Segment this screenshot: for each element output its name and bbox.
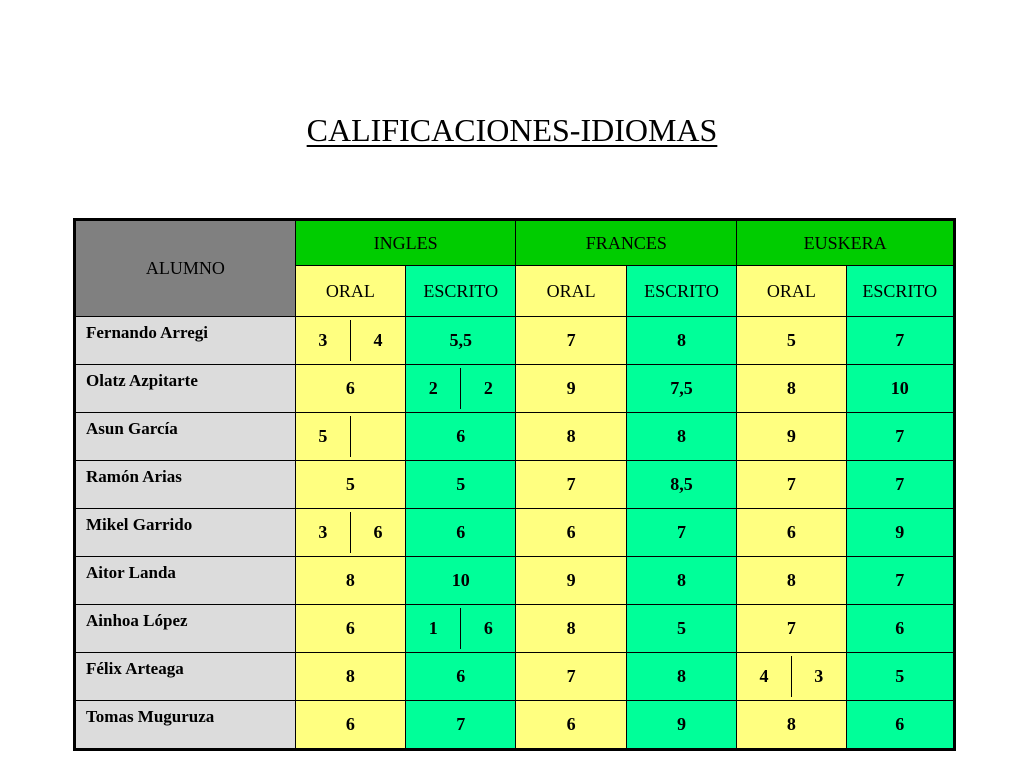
grade-value: 10 [890,378,909,398]
grade-value: 8 [676,570,686,590]
page-title: CALIFICACIONES-IDIOMAS [306,112,718,148]
subheader-ingles-escrito: ESCRITO [406,266,516,317]
grade-value: 8 [676,330,686,350]
grade-cell [626,509,736,557]
grade-value: 7,5 [670,378,693,398]
grade-value: 6 [566,714,576,734]
grade-value: 5 [345,474,355,494]
grade-value: 9 [566,570,576,590]
grade-cell [846,365,954,413]
grade-value: 8 [786,570,796,590]
grade-cell [626,605,736,653]
grade-value: 5 [895,666,905,686]
grade-value: 7 [456,714,466,734]
grade-value: 8 [566,426,576,446]
grade-value: 7 [676,522,686,542]
grade-value: 7 [566,474,576,494]
table-row [75,605,955,653]
grade-cell [626,365,736,413]
grade-value: 8,5 [670,474,693,494]
grade-cell [846,461,954,509]
grade-cell [846,605,954,653]
grade-cell [626,413,736,461]
grade-cell [737,461,846,509]
grade-cell [406,365,516,413]
grade-value: 8 [345,666,355,686]
subheader-ingles-oral: ORAL [295,266,405,317]
grade-value: 3 [296,512,351,553]
subheader-frances-oral: ORAL [516,266,626,317]
grade-value: 8 [786,378,796,398]
grade-cell [626,653,736,701]
grades-table [73,218,956,751]
grade-cell [846,413,954,461]
grade-value: 9 [676,714,686,734]
grade-cell [295,413,405,461]
table-row [75,557,955,605]
grade-cell [406,413,516,461]
grade-value: 6 [345,714,355,734]
grade-cell [737,653,846,701]
grade-cell [516,317,626,365]
grade-value: 6 [895,618,905,638]
student-name: Asun García [75,413,296,461]
grade-value: 9 [786,426,796,446]
student-name: Fernando Arregi [75,317,296,365]
grade-cell [406,653,516,701]
grade-cell [295,365,405,413]
grade-cell [737,557,846,605]
grade-cell [516,701,626,750]
grade-value: 7 [895,570,905,590]
grade-cell [406,317,516,365]
grade-cell [406,701,516,750]
grade-value: 3 [296,320,351,361]
table-row [75,701,955,750]
grade-cell [737,509,846,557]
grade-value: 6 [786,522,796,542]
grade-cell [737,605,846,653]
grade-cell [626,701,736,750]
grade-value: 6 [345,378,355,398]
grade-cell [295,653,405,701]
student-name: Ramón Arias [75,461,296,509]
grade-cell [846,557,954,605]
table-row [75,461,955,509]
grade-cell [295,701,405,750]
grade-value: 6 [345,618,355,638]
grade-value: 7 [566,330,576,350]
grade-value: 8 [786,714,796,734]
grade-cell [846,653,954,701]
grade-value: 7 [786,474,796,494]
grade-cell [626,317,736,365]
grade-value: 1 [406,608,461,649]
grade-value: 8 [676,666,686,686]
table-row [75,653,955,701]
split-grade [406,608,515,649]
grade-value [351,416,405,457]
grade-value: 6 [566,522,576,542]
grade-value: 8 [676,426,686,446]
grade-cell [295,605,405,653]
language-header-row [75,220,955,266]
grade-cell [516,557,626,605]
grade-cell [516,461,626,509]
grade-value: 4 [737,656,792,697]
grade-value: 5 [456,474,466,494]
split-grade [296,512,405,553]
split-grade [406,368,515,409]
grade-value: 7 [786,618,796,638]
grade-cell [516,653,626,701]
student-name: Félix Arteaga [75,653,296,701]
grade-value: 7 [895,426,905,446]
grade-cell [846,317,954,365]
grade-value: 7 [566,666,576,686]
grade-value: 5,5 [449,330,473,350]
subheader-euskera-oral: ORAL [737,266,846,317]
grade-value: 8 [345,570,355,590]
grade-cell [516,365,626,413]
grade-value: 7 [895,474,905,494]
grade-value: 2 [483,378,493,398]
grade-cell [516,509,626,557]
grade-value: 5 [296,416,351,457]
grade-cell [406,605,516,653]
grade-value: 6 [456,426,466,446]
split-grade [737,656,845,697]
student-name: Ainhoa López [75,605,296,653]
student-name: Tomas Muguruza [75,701,296,750]
grade-cell [295,509,405,557]
table-row [75,365,955,413]
grade-value: 6 [456,666,466,686]
grade-cell [846,509,954,557]
grade-value: 3 [814,666,824,686]
grade-cell [626,461,736,509]
language-header-euskera: EUSKERA [737,220,955,266]
grade-value: 9 [895,522,905,542]
grade-value: 7 [895,330,905,350]
table-row [75,413,955,461]
grade-cell [737,413,846,461]
grade-value: 5 [786,330,796,350]
split-grade [296,320,405,361]
language-header-ingles: INGLES [295,220,516,266]
student-name: Olatz Azpitarte [75,365,296,413]
split-grade [296,416,405,457]
table-row [75,509,955,557]
student-name: Mikel Garrido [75,509,296,557]
grade-value: 4 [373,330,383,350]
grade-cell [737,317,846,365]
grade-value: 10 [451,570,470,590]
grade-cell [295,317,405,365]
grade-cell [626,557,736,605]
grade-value: 8 [566,618,576,638]
language-header-frances: FRANCES [516,220,737,266]
subheader-frances-escrito: ESCRITO [626,266,736,317]
student-name: Aitor Landa [75,557,296,605]
grade-cell [406,557,516,605]
grade-cell [516,605,626,653]
grade-cell [406,509,516,557]
grade-cell [737,365,846,413]
grade-value: 6 [456,522,466,542]
grade-value: 6 [373,522,383,542]
table-row [75,317,955,365]
grade-cell [295,557,405,605]
grade-cell [516,413,626,461]
grade-value: 2 [406,368,461,409]
grade-value: 6 [483,618,493,638]
grade-cell [846,701,954,750]
grade-value: 9 [566,378,576,398]
grade-cell [737,701,846,750]
grade-cell [406,461,516,509]
grade-value: 6 [895,714,905,734]
subheader-euskera-escrito: ESCRITO [846,266,954,317]
grade-cell [295,461,405,509]
alumno-header: ALUMNO [75,220,296,317]
grade-value: 5 [676,618,686,638]
